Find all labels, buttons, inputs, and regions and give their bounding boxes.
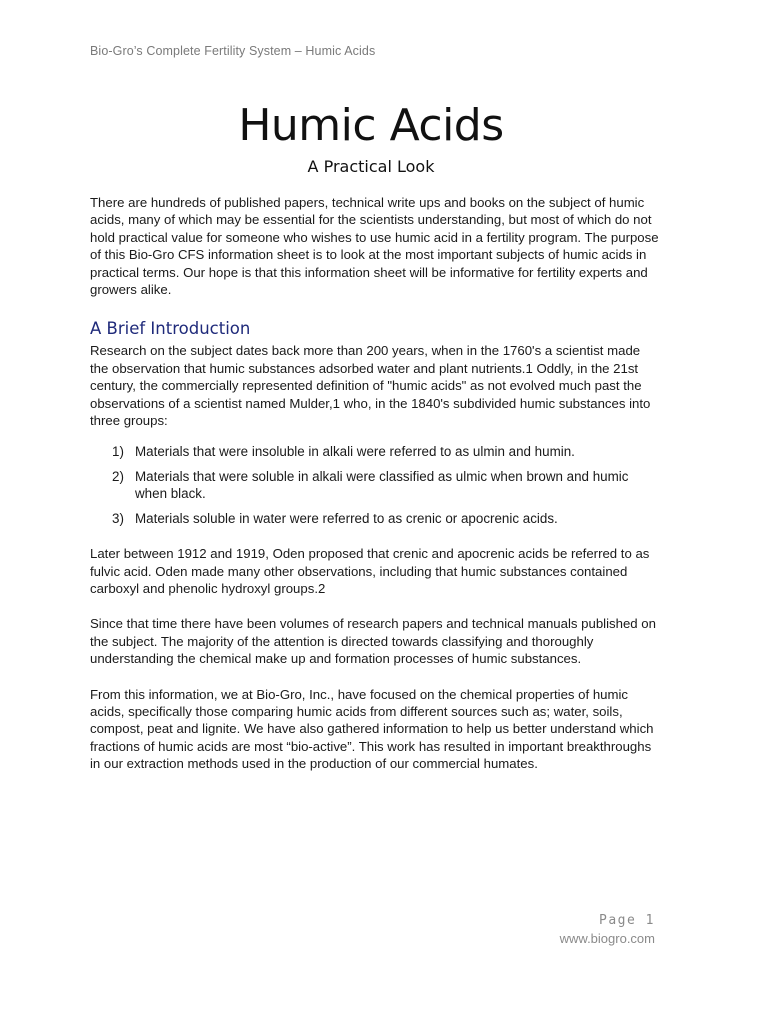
list-item-text: Materials that were insoluble in alkali were referred to as ulmin and humin. bbox=[135, 444, 575, 460]
page-number: Page 1 bbox=[599, 913, 655, 928]
page-subtitle: A Practical Look bbox=[307, 157, 435, 176]
list-item-number: 3) bbox=[112, 510, 124, 526]
document-body bbox=[90, 194, 660, 773]
intro-paragraph: There are hundreds of published papers, technical write ups and books on the subject of humic acids, many of which may be essential for the scientists understanding, but most of which do not hold practical value for someone who wishes to use humic acid in a fertility program. The purpose of this Bio-Gro CFS information sheet is to look at the most important subjects of humic acids in practical terms. Our hope is that this information sheet will be informative for fertility experts and growers alike. bbox=[90, 195, 659, 298]
numbered-list bbox=[90, 443, 660, 527]
list-item-text: Materials soluble in water were referred to as crenic or apocrenic acids. bbox=[135, 510, 558, 526]
list-item bbox=[112, 443, 660, 460]
list-item-number: 2) bbox=[112, 468, 124, 484]
section-heading: A Brief Introduction bbox=[90, 319, 251, 339]
section-paragraph: Research on the subject dates back more than 200 years, when in the 1760's a scientist made the observation that humic substances adsorbed water and plant nutrients.1 Oddly, in the 21st century, the commercially represented definition of "humic acids" as not evolved much past the observations of a scientist named Mulder,1 who, in the 1840's subdivided humic substances into three groups: bbox=[90, 343, 651, 429]
page-title: Humic Acids bbox=[238, 100, 504, 151]
list-item-text: Materials that were soluble in alkali were classified as ulmic when brown and humic when black. bbox=[135, 468, 629, 502]
paragraph-biogro: From this information, we at Bio-Gro, Inc., have focused on the chemical properties of humic acids, specifically those comparing humic acids from different sources such as; water, soils, compost, peat and lignite. We have also gathered information to help us better understand which fractions of humic acids are most “bio-active”. This work has resulted in important breakthroughs in our extraction methods used in the production of our commercial humates. bbox=[90, 686, 654, 772]
list-item bbox=[112, 468, 660, 503]
paragraph-oden: Later between 1912 and 1919, Oden proposed that crenic and apocrenic acids be referred to as fulvic acid. Oden made many other observations, including that humic substances contained carboxyl and phenolic hydroxyl groups.2 bbox=[90, 546, 650, 596]
list-item-number: 1) bbox=[112, 444, 124, 460]
running-header: Bio-Gro’s Complete Fertility System – Humic Acids bbox=[90, 44, 376, 58]
paragraph-research: Since that time there have been volumes of research papers and technical manuals published on the subject. The majority of the attention is directed towards classifying and thoroughly understanding the chemical make up and formation processes of humic substances. bbox=[90, 616, 656, 667]
footer-website: www.biogro.com bbox=[559, 931, 655, 946]
list-item bbox=[112, 510, 660, 527]
